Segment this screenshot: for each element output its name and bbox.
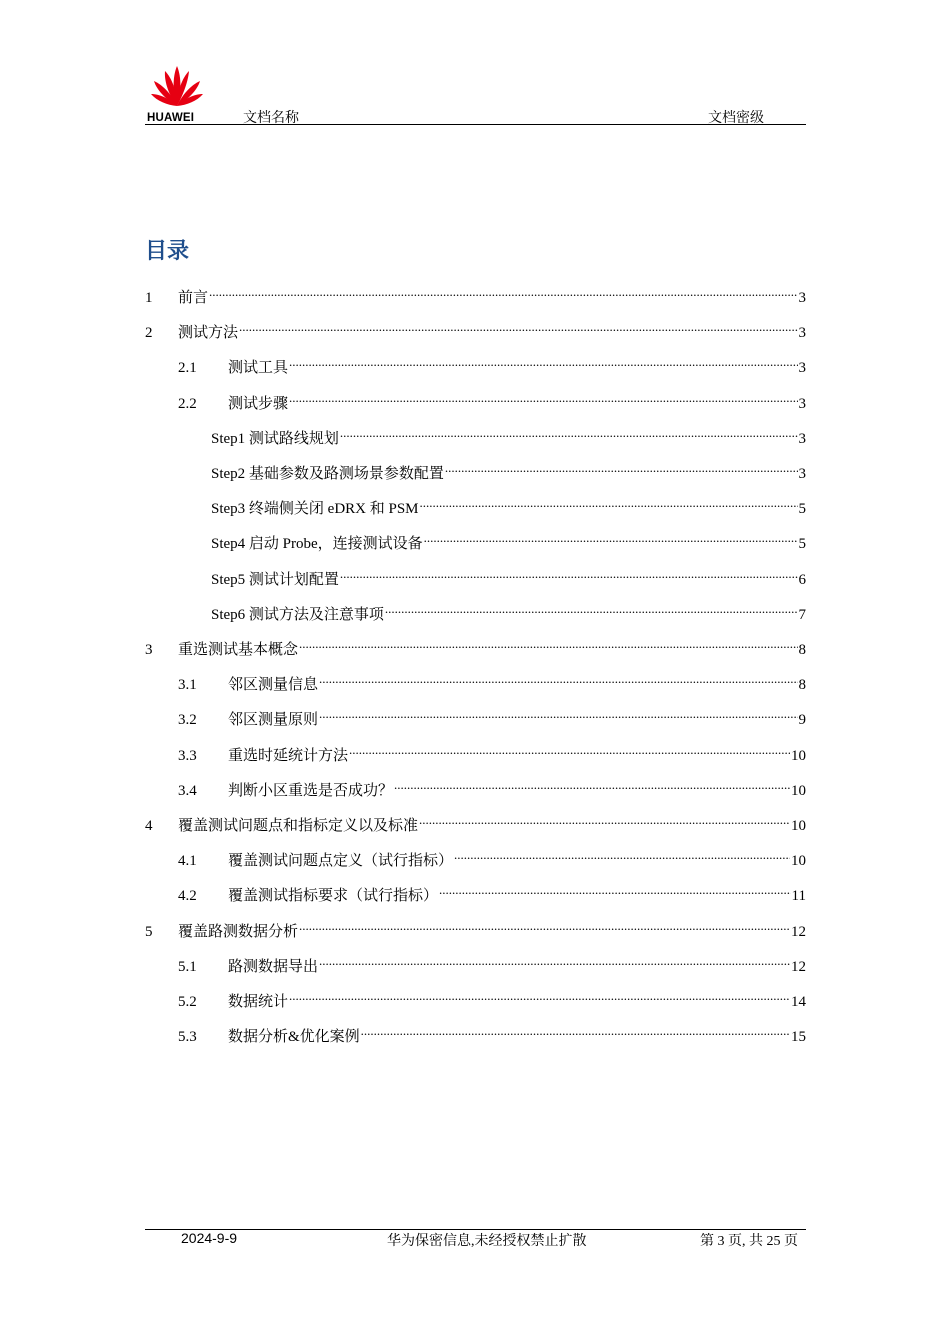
toc-entry[interactable] (145, 914, 806, 940)
toc-entry-title: 测试步骤 (228, 395, 289, 412)
toc-entry-page: 3 (798, 325, 806, 342)
huawei-logo (147, 64, 205, 124)
toc-entry[interactable] (145, 632, 806, 658)
toc-entry[interactable] (145, 315, 806, 342)
toc-dot-leader (419, 808, 790, 830)
toc-entry-number: 3.3 (178, 747, 197, 764)
toc-entry-number: 3.2 (178, 712, 197, 729)
toc-entry-page: 3 (798, 430, 806, 447)
toc-entry-title: 路测数据导出 (228, 958, 319, 975)
toc-entry-number: 5.1 (178, 958, 197, 975)
toc-dot-leader (319, 702, 797, 724)
toc-entry-page: 8 (798, 677, 806, 694)
toc-entry-number: 1 (145, 290, 153, 306)
toc-entry[interactable] (178, 843, 806, 870)
toc-entry-page: 10 (791, 747, 806, 764)
toc-dot-leader (289, 386, 797, 408)
toc-entry-number: 2 (145, 325, 153, 342)
huawei-petal-icon (151, 64, 203, 108)
toc-entry-title: Step4 启动 Probe，连接测试设备 (211, 536, 423, 553)
toc-entry-title: 覆盖路测数据分析 (178, 923, 299, 940)
document-name: 文档名称 (243, 109, 299, 125)
toc-entry[interactable] (178, 386, 806, 412)
toc-dot-leader (299, 914, 790, 936)
toc-title: 目录 (145, 239, 190, 264)
toc-entry-page: 5 (798, 536, 806, 553)
toc-entry-number: 5 (145, 923, 153, 940)
toc-dot-leader (394, 773, 790, 795)
toc-entry-title: 测试方法 (178, 325, 239, 342)
toc-entry-number: 3 (145, 642, 153, 658)
toc-entry-number: 5.2 (178, 994, 197, 1010)
toc-dot-leader (439, 878, 791, 900)
toc-dot-leader (319, 949, 790, 971)
toc-entry-title: Step6 测试方法及注意事项 (211, 606, 384, 623)
page-footer (145, 1230, 806, 1250)
header-divider (145, 124, 806, 125)
toc-dot-leader (299, 632, 797, 654)
document-classification: 文档密级 (708, 109, 764, 125)
toc-dot-leader (209, 280, 797, 302)
toc-entry-page: 14 (791, 994, 806, 1010)
toc-dot-leader (319, 667, 797, 689)
toc-entry[interactable] (178, 702, 806, 729)
footer-date: 2024-9-9 (181, 1230, 238, 1246)
toc-entry[interactable] (211, 456, 806, 482)
toc-entry[interactable] (178, 949, 806, 975)
footer-page-number: 第 3 页, 共 25 页 (700, 1234, 798, 1249)
toc-entry-title: Step2 基础参数及路测场景参数配置 (211, 466, 444, 482)
toc-dot-leader (385, 597, 798, 619)
toc-entry[interactable] (178, 984, 806, 1010)
toc-entry[interactable] (211, 421, 806, 447)
toc-entry-title: Step3 终端侧关闭 eDRX 和 PSM (211, 501, 419, 518)
toc-entry[interactable] (178, 738, 806, 764)
page-header (145, 62, 806, 126)
toc-entry-title: 覆盖测试指标要求（试行指标） (228, 888, 439, 905)
toc-dot-leader (424, 526, 798, 548)
toc-entry[interactable] (178, 1019, 806, 1046)
toc-entry-page: 12 (791, 923, 806, 940)
toc-entry-title: 覆盖测试问题点和指标定义以及标准 (178, 818, 419, 834)
toc-entry-title: 前言 (178, 290, 209, 306)
toc-entry-number: 2.2 (178, 395, 197, 412)
toc-entry-number: 4 (145, 818, 153, 834)
toc-entry-page: 9 (798, 712, 806, 729)
toc-entry-page: 6 (798, 571, 806, 588)
toc-entry[interactable] (211, 597, 806, 623)
toc-entry-number: 2.1 (178, 360, 197, 377)
toc-entry[interactable] (211, 491, 806, 518)
toc-entry-title: 判断小区重选是否成功？ (228, 782, 394, 799)
toc-dot-leader (445, 456, 798, 478)
toc-entry-page: 8 (798, 642, 806, 658)
toc-entry-page: 3 (798, 466, 806, 482)
toc-dot-leader (289, 984, 790, 1006)
toc-entry-title: Step1 测试路线规划 (211, 430, 339, 447)
toc-entry-number: 5.3 (178, 1029, 197, 1046)
toc-entry-number: 4.1 (178, 853, 197, 870)
toc-dot-leader (420, 491, 798, 513)
toc-entry-page: 15 (791, 1029, 806, 1046)
toc-entry-title: 邻区测量原则 (228, 712, 319, 729)
toc-entry-page: 3 (798, 290, 806, 306)
toc-entry-number: 3.1 (178, 677, 197, 694)
toc-entry[interactable] (178, 773, 806, 799)
toc-entry-page: 7 (798, 606, 806, 623)
toc-dot-leader (340, 421, 798, 443)
toc-entry-page: 3 (798, 360, 806, 377)
toc-entry[interactable] (178, 667, 806, 694)
toc-dot-leader (454, 843, 790, 865)
toc-entry-page: 10 (791, 818, 806, 834)
toc-entry[interactable] (145, 808, 806, 834)
toc-entry-title: 重选测试基本概念 (178, 642, 299, 658)
toc-entry[interactable] (178, 878, 806, 905)
toc-entry-page: 10 (791, 782, 806, 799)
toc-entry-title: 数据分析&优化案例 (228, 1029, 360, 1046)
toc-entry[interactable] (178, 350, 806, 377)
toc-entry-title: 数据统计 (228, 994, 289, 1010)
toc-entry-page: 10 (791, 853, 806, 870)
toc-dot-leader (289, 350, 797, 372)
toc-entry-title: 测试工具 (228, 360, 289, 377)
toc-entry-page: 3 (798, 395, 806, 412)
toc-dot-leader (239, 315, 797, 337)
toc-entry-page: 11 (791, 888, 806, 905)
toc-entry-page: 5 (798, 501, 806, 518)
toc-entry-title: 重选时延统计方法 (228, 747, 349, 764)
toc-entry-title: 覆盖测试问题点定义（试行指标） (228, 853, 454, 870)
toc-entry[interactable] (211, 562, 806, 588)
footer-confidential: 华为保密信息,未经授权禁止扩散 (387, 1234, 587, 1249)
toc-entry[interactable] (211, 526, 806, 553)
toc-dot-leader (361, 1019, 790, 1041)
logo-wordmark: HUAWEI (147, 112, 195, 124)
toc-entry-title: 邻区测量信息 (228, 677, 319, 694)
toc-entry-number: 4.2 (178, 888, 197, 905)
toc-entry-number: 3.4 (178, 782, 197, 799)
toc-entry-title: Step5 测试计划配置 (211, 571, 339, 588)
toc-entry-page: 12 (791, 958, 806, 975)
toc-dot-leader (340, 562, 798, 584)
toc-dot-leader (349, 738, 790, 760)
toc-entry[interactable] (145, 280, 806, 306)
